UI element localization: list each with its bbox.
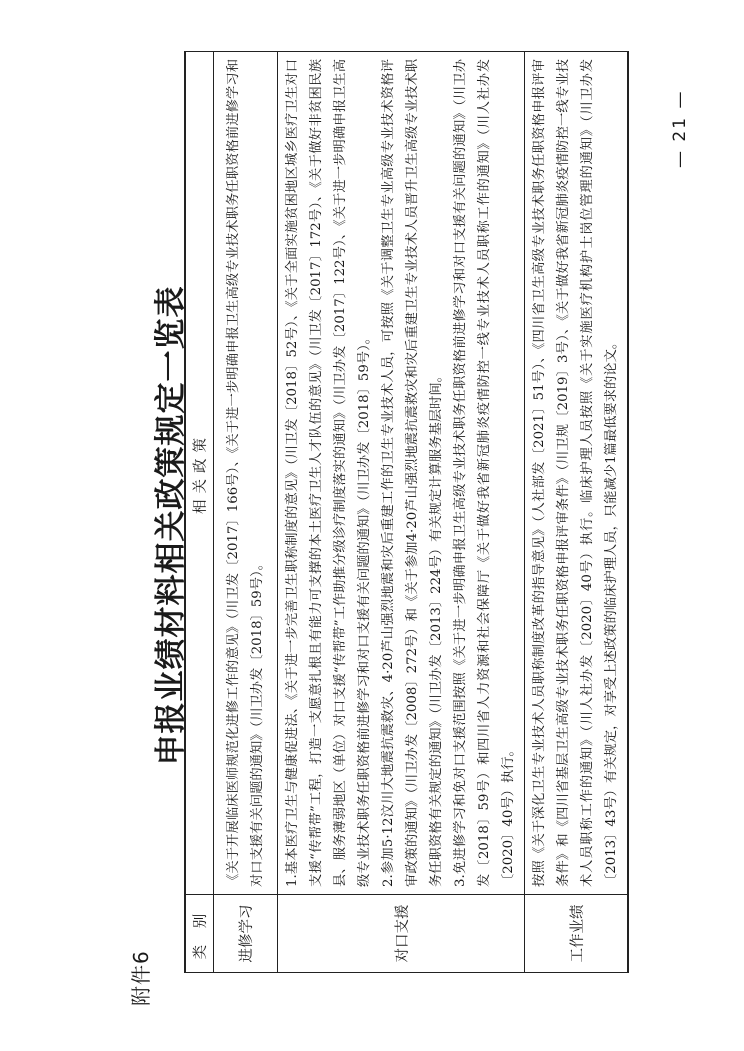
policy-table	[184, 51, 629, 973]
header-policy: 相关政策	[185, 52, 214, 895]
policy-cell	[214, 52, 278, 895]
header-category: 类 别	[185, 895, 214, 973]
policy-paragraph: 1.基本医疗卫生与健康促进法、《关于进一步完善卫生职称制度的意见》（川卫发〔2018〕52号）、《关于全面实施贫困地区城乡医疗卫生对口支援“传帮带”工程，打造一支愿意扎根且有能力可支撑的本土医疗卫生人才队伍的意见》（川卫发〔2017〕172号）、《关于做好非贫困民族县、服务薄弱地区（单位）对口支援“传帮带”工作助推分级诊疗制度落实的通知》（川卫办发〔2017〕122号）、《关于进一步明确申报卫生高级专业技术职务任职资格前进修学习和对口支援有关问题的通知》（川卫办发〔2018〕59号）。	[285, 59, 372, 887]
category-cell: 工作业绩	[525, 895, 629, 973]
document-title: 申报业绩材料相关政策规定一览表	[153, 285, 189, 766]
table-header-row	[185, 52, 214, 973]
policy-paragraph: 《关于开展临床医师规范化进修工作的意见》（川卫发〔2017〕166号）、《关于进一步明确申报卫生高级专业技术职务任职资格前进修学习和对口支援有关问题的通知》（川卫办发〔2018〕59号）。	[225, 59, 265, 887]
page-number: — 21 —	[670, 89, 690, 168]
table-row-performance	[525, 52, 629, 973]
table-row-study	[214, 52, 278, 973]
policy-paragraph: 2.参加5·12汶川大地震抗震救灾、4·20芦山强烈地震和灾后重建工作的卫生专业技术人员，可按照《关于调整卫生专业高级专业技术资格评审政策的通知》（川卫办发〔2008〕272号）和《关于参加4·20芦山强烈地震抗震救灾和灾后重建卫生专业技术人员晋升卫生高级专业技术职务任职资格有关规定的通知》（川卫办发〔2013〕224号）有关规定计算服务基层时间。	[381, 59, 444, 887]
policy-cell	[525, 52, 629, 895]
annex-label: 附件6	[129, 950, 153, 1006]
policy-paragraph: 按照《关于深化卫生专业技术人员职称制度改革的指导意见》（人社部发〔2021〕51号）、《四川省卫生高级专业技术职务任职资格申报评审条件》和《四川省基层卫生高级专业技术职务任职资格申报评审条件》（川卫规〔2019〕3号）、《关于做好我省新冠肺炎疫情防控一线专业技术人员职称工作的通知》（川人社办发〔2020〕40号）执行。临床护理人员按照《关于实施医疗机构护士岗位管理的通知》（川卫办发〔2013〕43号）有关规定，对享受上述政策的临床护理人员，只能减少1篇最低要求的论文。	[532, 59, 619, 887]
table-row-support	[278, 52, 525, 973]
category-cell: 进修学习	[214, 895, 278, 973]
policy-cell	[278, 52, 525, 895]
policy-paragraph: 3.免进修学习和免对口支援范围按照《关于进一步明确申报卫生高级专业技术职务任职资格前进修学习和对口支援有关问题的通知》（川卫办发〔2018〕59号）和四川省人力资源和社会保障厅《关于做好我省新冠肺炎疫情防控一线专业技术人员职称工作的通知》（川人社办发〔2020〕40号）执行。	[453, 59, 516, 887]
category-cell: 对口支援	[278, 895, 525, 973]
